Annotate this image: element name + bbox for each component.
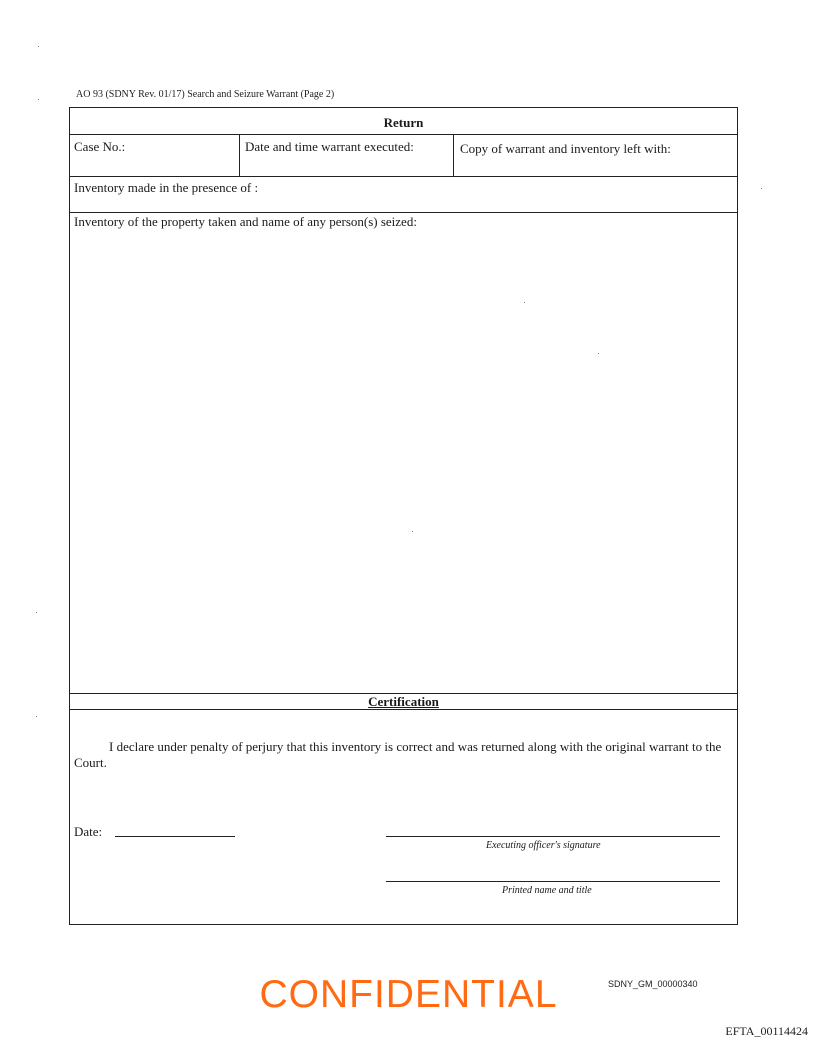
scan-speck (524, 302, 525, 303)
printed-name-line[interactable] (386, 881, 720, 882)
form-identifier: AO 93 (SDNY Rev. 01/17) Search and Seizure Warrant (Page 2) (76, 89, 335, 100)
certification-section-title: Certification (368, 694, 439, 709)
divider (70, 134, 737, 135)
scan-speck (36, 612, 37, 613)
case-number-field[interactable]: Case No.: (74, 139, 126, 154)
date-label: Date: (74, 824, 103, 839)
scan-speck (598, 353, 599, 354)
divider (239, 134, 240, 176)
date-time-executed-field[interactable]: Date and time warrant executed: (245, 139, 414, 154)
warrant-return-form (69, 107, 738, 925)
scan-speck (38, 46, 39, 47)
divider (70, 176, 737, 177)
scan-speck (36, 716, 37, 717)
bates-number: SDNY_GM_00000340 (608, 979, 698, 989)
officer-signature-caption: Executing officer's signature (486, 840, 601, 851)
scan-speck (761, 188, 762, 189)
copy-left-with-field[interactable]: Copy of warrant and inventory left with: (460, 141, 671, 156)
scan-speck (38, 99, 39, 100)
perjury-declaration: I declare under penalty of perjury that this inventory is correct and was returned along with the original warrant to the Court. (74, 739, 722, 770)
printed-name-caption: Printed name and title (502, 885, 592, 896)
divider (70, 709, 737, 710)
return-section-title: Return (383, 115, 424, 130)
date-signature-line[interactable] (115, 836, 235, 837)
efta-number: EFTA_00114424 (725, 1024, 808, 1038)
scan-speck (412, 531, 413, 532)
inventory-field[interactable]: Inventory of the property taken and name of any person(s) seized: (74, 214, 417, 229)
presence-field[interactable]: Inventory made in the presence of : (74, 180, 259, 195)
confidential-stamp: CONFIDENTIAL (259, 973, 558, 1016)
divider (453, 134, 454, 176)
officer-signature-line[interactable] (386, 836, 720, 837)
divider (70, 212, 737, 213)
